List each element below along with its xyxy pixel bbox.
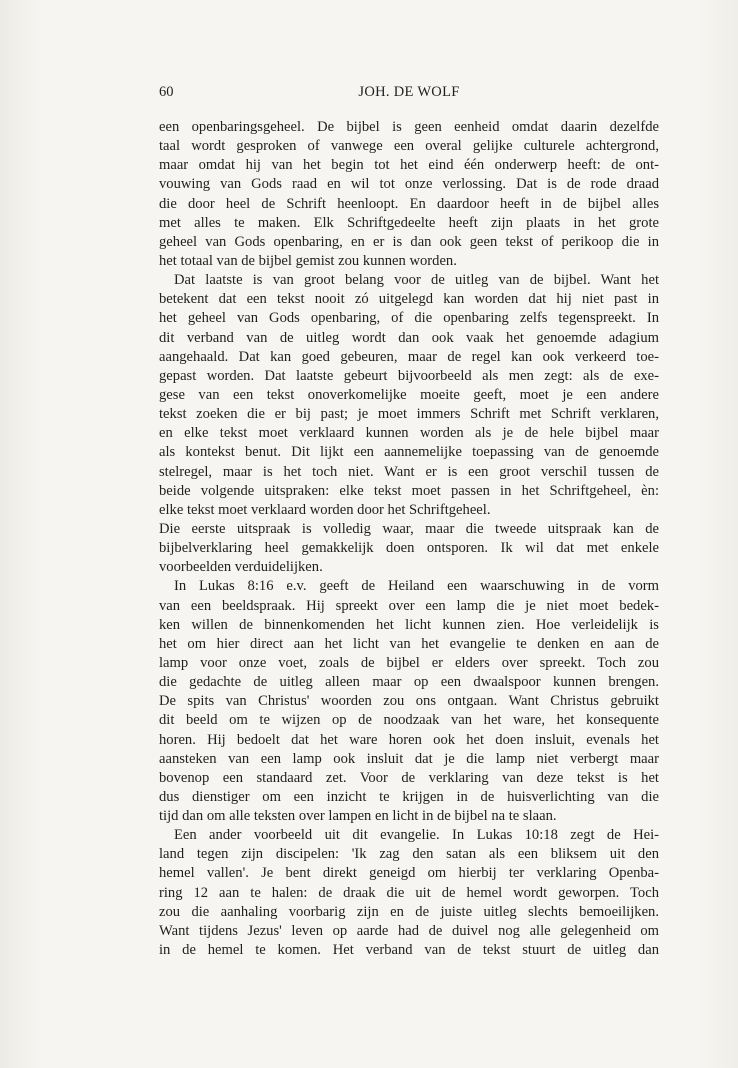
text-line: Dat laatste is van groot belang voor de uitleg van de bijbel. Want het [174, 272, 659, 289]
text-line: betekent dat een tekst nooit zó uitgelegd kan worden dat hij niet past in [159, 291, 659, 308]
text-line: tekst zoeken die er bij past; je moet immers Schrift met Schrift verklaren, [159, 406, 659, 423]
text-line: het om hier direct aan het licht van het evangelie te denken en aan de [159, 635, 659, 652]
text-line: aangehaald. Dat kan goed gebeuren, maar de regel kan ook verkeerd toe- [159, 348, 659, 365]
text-line: en elke tekst moet verklaard kunnen worden als je de hele bijbel maar [159, 425, 659, 442]
text-line: In Lukas 8:16 e.v. geeft de Heiland een waarschuwing in de vorm [174, 578, 659, 595]
text-line: maar omdat hij van het begin tot het eind één onderwerp heeft: de ont- [159, 157, 659, 174]
text-line: hemel vallen'. Je bent direkt geneigd om hierbij ter verklaring Openba- [159, 865, 659, 882]
text-line: een openbaringsgeheel. De bijbel is geen eenheid omdat daarin dezelfde [159, 119, 659, 135]
page-number: 60 [159, 84, 174, 100]
running-head [159, 84, 659, 104]
text-line: dit verband van de uitleg wordt dan ook vaak het genoemde adagium [159, 329, 659, 346]
text-line: dus dienstiger om een inzicht te krijgen in de huisverlichting van die [159, 788, 659, 805]
body-text [159, 118, 659, 960]
text-line: dit beeld om te wijzen op de noodzaak van het ware, het konsequente [159, 712, 659, 729]
text-line: beide volgende uitspraken: elke tekst moet passen in het Schriftgeheel, èn: [159, 482, 659, 499]
text-line: De spits van Christus' woorden zou ons ontgaan. Want Christus gebruikt [159, 693, 659, 710]
text-line: lamp voor onze voet, zoals de bijbel er elders over spreekt. Toch zou [159, 654, 659, 671]
text-line: land tegen zijn discipelen: 'Ik zag den satan als een bliksem uit den [159, 846, 659, 863]
text-line: aansteken van een lamp ook insluit dat je die lamp niet verbergt maar [159, 750, 659, 767]
text-line: elke tekst moet verklaard worden door het Schriftgeheel. [159, 501, 491, 518]
text-line: Want tijdens Jezus' leven op aarde had de duivel nog alle gelegenheid om [159, 922, 659, 939]
text-line: taal wordt gesproken of vanwege een overal gelijke culturele achtergrond, [159, 138, 659, 155]
text-line: het totaal van de bijbel gemist zou kunnen worden. [159, 252, 457, 269]
text-line: vouwing van Gods raad en wil tot onze verlossing. Dat is de rode draad [159, 176, 659, 193]
text-line: horen. Hij bedoelt dat het ware horen ook het doen insluit, evenals het [159, 731, 659, 748]
text-line: voorbeelden verduidelijken. [159, 559, 323, 576]
text-line: ring 12 aan te halen: de draak die uit de hemel wordt geworpen. Toch [159, 884, 659, 901]
text-line: bijbelverklaring heel gemakkelijk doen ontsporen. Ik wil dat met enkele [159, 540, 659, 557]
text-line: bovenop een standaard zet. Voor de verklaring van deze tekst is het [159, 769, 659, 786]
running-head-title: JOH. DE WOLF [358, 84, 460, 100]
text-line: in de hemel te komen. Het verband van de tekst stuurt de uitleg dan [159, 942, 659, 959]
text-line: als kontekst benut. Dit lijkt een aannemelijke toepassing van de genoemde [159, 444, 659, 461]
text-line: stelregel, maar is het toch niet. Want er is een groot verschil tussen de [159, 463, 659, 480]
text-line: die door heel de Schrift heenloopt. En daardoor heeft in de bijbel alles [159, 195, 659, 212]
text-line: geheel van Gods openbaring, en er is dan ook geen tekst of perikoop die in [159, 233, 659, 250]
text-line: ken willen de binnenkomenden het licht kunnen zien. Hoe verleidelijk is [159, 616, 659, 633]
text-line: Een ander voorbeeld uit dit evangelie. In Lukas 10:18 zegt de Hei- [174, 827, 659, 844]
text-line: gese van een tekst onoverkomelijke moeite geeft, moet je een andere [159, 386, 659, 403]
text-line: Die eerste uitspraak is volledig waar, maar die tweede uitspraak kan de [159, 520, 659, 537]
text-line: het geheel van Gods openbaring, of die openbaring zelfs tegenspreekt. In [159, 310, 659, 327]
text-line: gepast worden. Dat laatste gebeurt bijvoorbeeld als men zegt: als de exe- [159, 367, 659, 384]
text-line: tijd dan om alle teksten over lampen en licht in de bijbel na te slaan. [159, 808, 557, 825]
text-line: zou die aanhaling voorbarig zijn en de juiste uitleg slechts bemoeilijken. [159, 903, 659, 920]
text-line: met alles te maken. Elk Schriftgedeelte heeft zijn plaats in het grote [159, 214, 659, 231]
text-line: die gedachte de uitleg alleen maar op een dwaalspoor kunnen brengen. [159, 674, 659, 691]
text-line: van een beeldspraak. Hij spreekt over een lamp die je niet moet bedek- [159, 597, 659, 614]
